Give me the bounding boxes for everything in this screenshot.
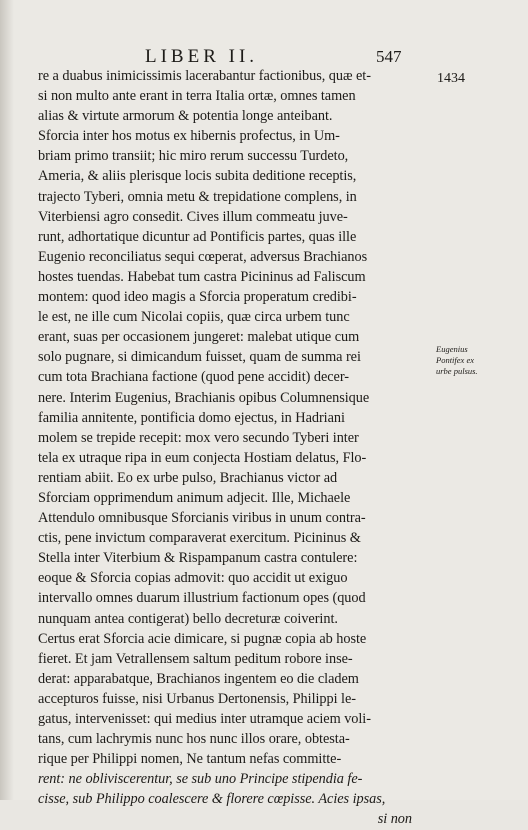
text-line: molem se trepide recepit: mox vero secundo Tyberi inter: [38, 429, 359, 446]
text-line: Stella inter Viterbium & Rispampanum castra contulere:: [38, 550, 358, 567]
text-line: re a duabus inimicissimis lacerabantur factionibus, quæ et-: [38, 68, 371, 84]
marginal-note-line: Pontifex ex: [436, 355, 474, 365]
text-line: gatus, intervenisset: qui medius inter utramque aciem voli-: [38, 711, 371, 727]
text-line: Sforciam opprimendum animum adjecit. Ille, Michaele: [38, 489, 351, 506]
text-line: le est, ne ille cum Nicolai copiis, quæ circa urbem tunc: [38, 309, 350, 326]
text-line: nunquam antea contigerat) bello decreturæ coiverint.: [38, 610, 338, 627]
catchword: si non: [377, 811, 412, 828]
text-line: intervallo omnes duarum illustrium factionum opes (quod: [38, 590, 366, 607]
text-line: runt, adhortatique dicuntur ad Pontificis partes, quas ille: [38, 228, 357, 245]
text-line: eoque & Sforcia copias admovit: quo accidit ut exiguo: [38, 570, 348, 587]
text-line: Viterbiensi agro consedit. Cives illum commeatu juve-: [38, 208, 348, 225]
text-line: tela ex utraque ripa in eum conjecta Hostiam delatus, Flo-: [38, 449, 367, 466]
marginal-year: 1434: [437, 71, 465, 86]
marginal-note: [436, 344, 516, 377]
text-line: derat: apparabatque, Brachianos ingentem eo die cladem: [38, 670, 359, 687]
text-line: montem: quod ideo magis a Sforcia properatum credibi-: [38, 289, 357, 306]
text-line: tans, cum lachrymis nunc hos nunc illos orare, obtesta-: [38, 731, 350, 748]
text-line: fieret. Et jam Vetrallensem saltum peditum robore inse-: [38, 650, 353, 667]
text-line: Sforcia inter hos motus ex hibernis profectus, in Um-: [38, 128, 340, 145]
running-title: LIBER II.: [145, 46, 259, 67]
body-text: [38, 66, 438, 830]
text-line: briam primo transiit; hic miro rerum successu Turdeto,: [38, 148, 349, 165]
page-gutter-shadow: [0, 0, 14, 800]
text-line: solo pugnare, si dimicandum fuisset, quam de summa rei: [38, 349, 361, 366]
page-number: 547: [376, 47, 402, 66]
text-line: Eugenio reconciliatus sequi cœperat, adversus Brachianos: [38, 248, 368, 265]
text-line: alias & virtute armorum & potentia longe anteibant.: [38, 108, 333, 125]
text-line-italic: rent: ne obliviscerentur, se sub uno Principe stipendia fe-: [38, 771, 363, 788]
text-line: si non multo ante erant in terra Italia ortæ, omnes tamen: [38, 88, 356, 105]
text-line: cum tota Brachiana factione (quod pene accidit) decer-: [38, 369, 349, 386]
text-line: nere. Interim Eugenius, Brachianis opibus Columnensique: [38, 389, 370, 406]
text-line: Ameria, & aliis plerisque locis subita deditione receptis,: [38, 168, 357, 185]
text-line: rique per Philippi nomen, Ne tantum nefas committe-: [38, 751, 342, 768]
text-line: erant, suas per occasionem jungeret: malebat utique cum: [38, 329, 360, 346]
text-line: hostes tuendas. Habebat tum castra Picininus ad Faliscum: [38, 268, 366, 285]
text-line: familia annitente, pontificia domo ejectus, in Hadriani: [38, 409, 345, 426]
text-line: trajecto Tyberi, omnia metu & trepidatione complens, in: [38, 188, 357, 205]
text-line: Attendulo omnibusque Sforcianis viribus in unum contra-: [38, 510, 366, 527]
marginal-note-line: Eugenius: [436, 344, 468, 354]
text-line: accepturos fuisse, nisi Urbanus Dertonensis, Philippi le-: [38, 690, 356, 707]
marginal-note-line: urbe pulsus.: [436, 366, 478, 376]
text-line: rentiam abiit. Eo ex urbe pulso, Brachianus victor ad: [38, 469, 338, 486]
text-line: ctis, pene invictum comparaverat exercitum. Picininus &: [38, 530, 361, 547]
text-line-italic: cisse, sub Philippo coalescere & florere cœpisse. Acies ipsas,: [38, 791, 386, 808]
text-line: Certus erat Sforcia acie dimicare, si pugnæ copia ab hoste: [38, 630, 367, 647]
